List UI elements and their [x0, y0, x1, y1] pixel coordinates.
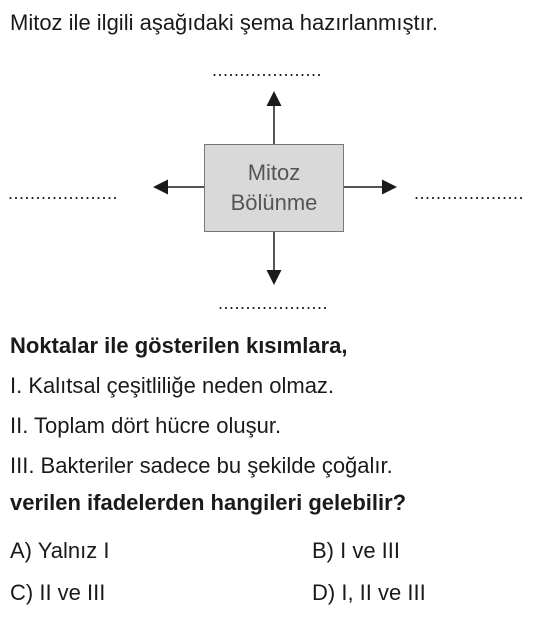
intro-text: Mitoz ile ilgili aşağıdaki şema hazırlanmıştır.: [10, 10, 438, 35]
option-c[interactable]: C) II ve III: [10, 580, 106, 605]
option-a[interactable]: A) Yalnız I: [10, 538, 110, 563]
box-title-line2: Bölünme: [230, 190, 318, 215]
blank-left: ....................: [8, 183, 119, 203]
statement-3: III. Bakteriler sadece bu şekilde çoğalır.: [10, 453, 393, 478]
mitosis-box: [204, 144, 344, 232]
blank-right: ....................: [414, 183, 525, 203]
question-ask: verilen ifadelerden hangileri gelebilir?: [10, 490, 407, 515]
statement-1: I. Kalıtsal çeşitliliğe neden olmaz.: [10, 373, 335, 398]
mitosis-diagram: [0, 60, 555, 320]
blank-top: ....................: [212, 60, 323, 80]
blank-bottom: ....................: [218, 293, 329, 313]
option-b[interactable]: B) I ve III: [312, 538, 401, 563]
box-title-line1: Mitoz: [247, 160, 301, 185]
option-d[interactable]: D) I, II ve III: [312, 580, 426, 605]
question-lead: Noktalar ile gösterilen kısımlara,: [10, 333, 348, 358]
statement-2: II. Toplam dört hücre oluşur.: [10, 413, 282, 438]
